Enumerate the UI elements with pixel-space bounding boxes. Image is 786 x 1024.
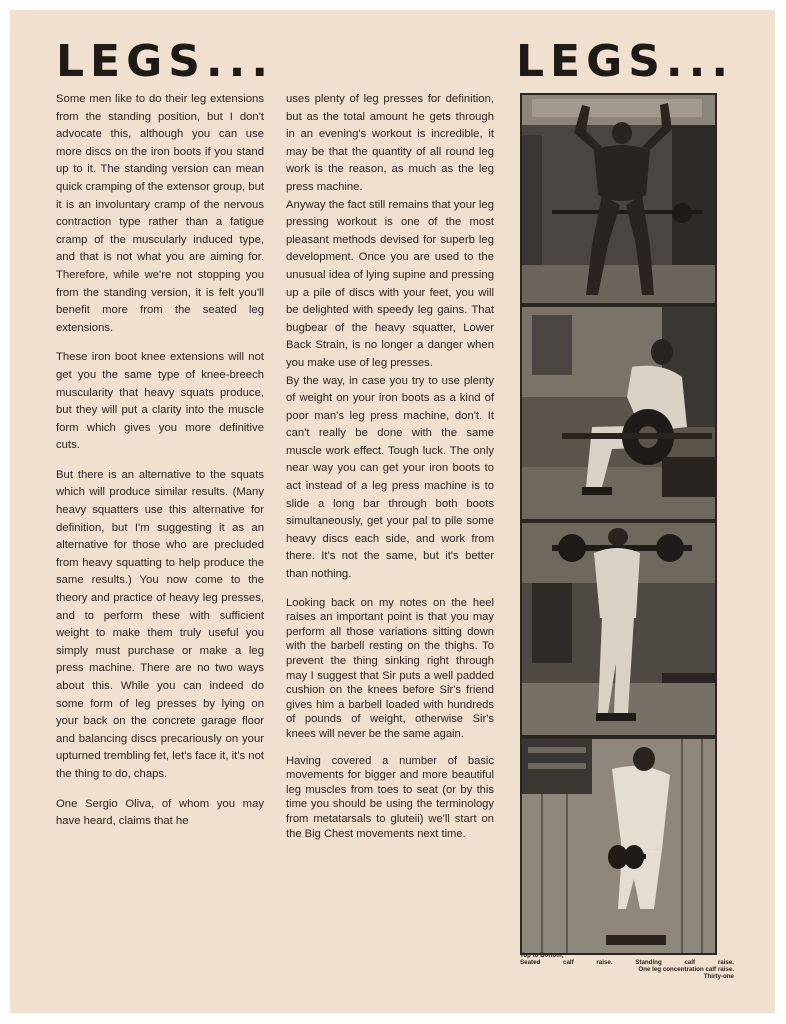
paragraph: Looking back on my notes on the heel raises an important point is that you may perform all those variations sitting down with the barbell resting on the thighs. To prevent the thing sinking right through may I suggest that Sir puts a well padded cushion on the knees before Sir's friend gives him a barbell loaded with hundreds of pounds of weight, otherwise Sir's knees will never be the same again. — [286, 596, 494, 740]
paragraph: One Sergio Oliva, of whom you may have heard, claims that he — [56, 797, 264, 828]
title-left: LEGS... — [56, 36, 275, 87]
paragraph: Anyway the fact still remains that your leg pressing workout is one of the most pleasant methods devised for superb leg development. Once you are used to the unusual idea of lying supine and pressing up a pile of discs with your feet, you will be delighted with speedy leg gains. That bugbear of the heavy squatter, Lower Back Strain, is no longer a danger when you make use of leg presses. — [286, 198, 494, 369]
paragraph: Some men like to do their leg extensions from the standing position, but I don't advocate this, although you can use more discs on the iron boots if you stand up to it. The standing version can mean quick cramping of the extensor group, but it is an involuntary cramp of the nervous contraction type rather than a fatigue cramp of the muscularly induced type, and that is not what you are aiming for. Therefore, while we're not stopping you from the standing version, it is felt you'll benefit more from the seated leg extensions. — [56, 93, 264, 334]
paragraph: By the way, in case you try to use plenty of weight on your iron boots as a kind of poor man's leg press machine, don't. It can't really be done with the same muscle work effect. Tough luck. The only near way you can get your iron boots to act instead of a leg press machine is to slide a long bar through both boots simultaneously, get your pal to pile some heavy discs each side, and work from there. It's not the same, but it's better than nothing. — [286, 374, 494, 581]
paragraph: Having covered a number of basic movements for bigger and more beautiful leg muscles from toes to seat (or by this time you should be using the terminology from metatarsals to gluteii) we'll start on the Big Chest movements next time. — [286, 754, 494, 840]
paragraph: These iron boot knee extensions will not get you the same type of knee-breech muscularity that heavy squats produce, but they will put a clarity into the muscle form which gives you more definitive cuts. — [56, 351, 264, 452]
title-right: LEGS... — [516, 36, 735, 87]
article-column-2 — [286, 91, 494, 853]
seated-calf-raise-photo — [522, 307, 715, 519]
caption-line: Top to Bottom; — [520, 952, 564, 959]
caption-line: One leg concentration calf raise. — [638, 966, 734, 973]
article-column-1 — [56, 91, 264, 843]
page-number: Thirty-one — [703, 973, 734, 980]
photo-strip — [520, 93, 717, 955]
magazine-page — [10, 10, 775, 1013]
one-leg-calf-raise-photo — [522, 739, 715, 953]
paragraph: uses plenty of leg presses for definition, but as the total amount he gets through in an evening's workout is incredible, it may be that the quantity of all round leg work is the reason, as much as the leg press machine. — [286, 93, 494, 193]
caption-line: Seated calf raise. Standing calf raise. — [520, 959, 734, 966]
bodybuilder-posing-photo — [522, 95, 715, 303]
standing-calf-raise-photo — [522, 523, 715, 735]
paragraph: But there is an alternative to the squats which will produce similar results. (Many heavy squatters use this alternative for definition, but I'm suggesting it as an alternative for those who are precluded from heavy squatting to help produce the same results.) You now come to the theory and practice of heavy leg presses, and to perform these with sufficient weight to make them truly useful you simply must purchase or make a leg press machine. There are no two ways about this. While you can indeed do some form of leg presses by lying on your back on the concrete garage floor and balancing discs precariously on your upturned trembling fet, let's face it, it's not the thing to do, chaps. — [56, 468, 264, 780]
photo-caption — [520, 952, 734, 980]
